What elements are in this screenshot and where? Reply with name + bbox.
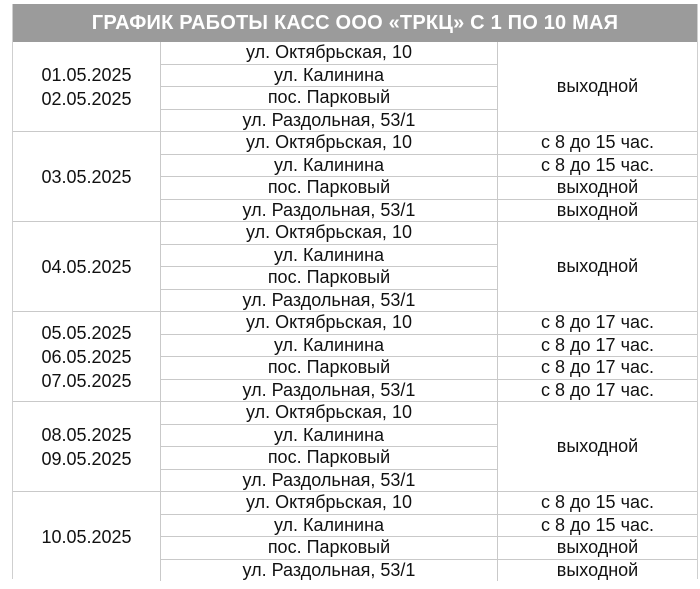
- date-label: 07.05.2025: [41, 370, 132, 391]
- hours-label: с 8 до 17 час.: [498, 312, 697, 335]
- address-label: пос. Парковый: [161, 177, 497, 200]
- hours-label: выходной: [556, 436, 639, 456]
- hours-label: выходной: [556, 256, 639, 276]
- hours-cell: [498, 132, 697, 221]
- date-label: 04.05.2025: [41, 256, 132, 277]
- address-label: пос. Парковый: [161, 267, 497, 290]
- dates-cell: [13, 132, 160, 221]
- address-label: ул. Раздольная, 53/1: [242, 199, 416, 220]
- schedule-group: [13, 312, 697, 402]
- hours-cell: [498, 492, 697, 581]
- date-label: 05.05.2025: [41, 322, 132, 343]
- hours-label: выходной: [556, 76, 639, 96]
- address-label: ул. Калинина: [161, 245, 497, 268]
- address-label: ул. Калинина: [161, 515, 497, 538]
- hours-cell: [498, 222, 697, 311]
- date-label: 06.05.2025: [41, 346, 132, 367]
- address-label: ул. Раздольная, 53/1: [242, 289, 416, 310]
- address-label: ул. Калинина: [161, 155, 497, 178]
- address-label: пос. Парковый: [161, 87, 497, 110]
- hours-cell: [498, 42, 697, 131]
- address-label: ул. Октябрьская, 10: [161, 222, 497, 245]
- hours-label: с 8 до 15 час.: [498, 132, 697, 155]
- date-label: 03.05.2025: [41, 166, 132, 187]
- hours-label: с 8 до 15 час.: [498, 492, 697, 515]
- hours-label: с 8 до 17 час.: [541, 379, 654, 400]
- hours-label: выходной: [556, 199, 639, 220]
- address-label: пос. Парковый: [161, 537, 497, 560]
- addresses-cell: [160, 402, 498, 491]
- schedule-group: [13, 402, 697, 492]
- dates-cell: [13, 312, 160, 401]
- schedule-group: [13, 222, 697, 312]
- date-label: 09.05.2025: [41, 448, 132, 469]
- schedule-group: [13, 42, 697, 132]
- address-label: ул. Раздольная, 53/1: [242, 109, 416, 130]
- hours-label: выходной: [556, 559, 639, 580]
- hours-label: выходной: [498, 177, 697, 200]
- addresses-cell: [160, 222, 498, 311]
- addresses-cell: [160, 42, 498, 131]
- schedule-table: [13, 42, 697, 581]
- address-label: ул. Октябрьская, 10: [161, 132, 497, 155]
- date-label: 10.05.2025: [41, 526, 132, 547]
- schedule-title: ГРАФИК РАБОТЫ КАСС ООО «ТРКЦ» С 1 ПО 10 МАЯ: [13, 4, 697, 42]
- dates-cell: [13, 402, 160, 491]
- dates-cell: [13, 222, 160, 311]
- addresses-cell: [160, 492, 498, 581]
- date-label: 02.05.2025: [41, 88, 132, 109]
- dates-cell: [13, 42, 160, 131]
- hours-label: с 8 до 17 час.: [498, 357, 697, 380]
- address-label: ул. Октябрьская, 10: [161, 42, 497, 65]
- hours-cell: [498, 312, 697, 401]
- address-label: ул. Раздольная, 53/1: [242, 469, 416, 490]
- address-label: ул. Калинина: [161, 65, 497, 88]
- addresses-cell: [160, 312, 498, 401]
- schedule-sheet: [12, 4, 698, 579]
- address-label: ул. Октябрьская, 10: [161, 492, 497, 515]
- hours-label: с 8 до 15 час.: [498, 515, 697, 538]
- hours-label: с 8 до 15 час.: [498, 155, 697, 178]
- schedule-group: [13, 132, 697, 222]
- address-label: пос. Парковый: [161, 357, 497, 380]
- schedule-group: [13, 492, 697, 581]
- dates-cell: [13, 492, 160, 581]
- address-label: ул. Раздольная, 53/1: [242, 559, 416, 580]
- date-label: 08.05.2025: [41, 424, 132, 445]
- hours-cell: [498, 402, 697, 491]
- address-label: ул. Октябрьская, 10: [161, 312, 497, 335]
- address-label: ул. Калинина: [161, 335, 497, 358]
- addresses-cell: [160, 132, 498, 221]
- address-label: ул. Калинина: [161, 425, 497, 448]
- hours-label: выходной: [498, 537, 697, 560]
- address-label: пос. Парковый: [161, 447, 497, 470]
- address-label: ул. Октябрьская, 10: [161, 402, 497, 425]
- address-label: ул. Раздольная, 53/1: [242, 379, 416, 400]
- date-label: 01.05.2025: [41, 64, 132, 85]
- hours-label: с 8 до 17 час.: [498, 335, 697, 358]
